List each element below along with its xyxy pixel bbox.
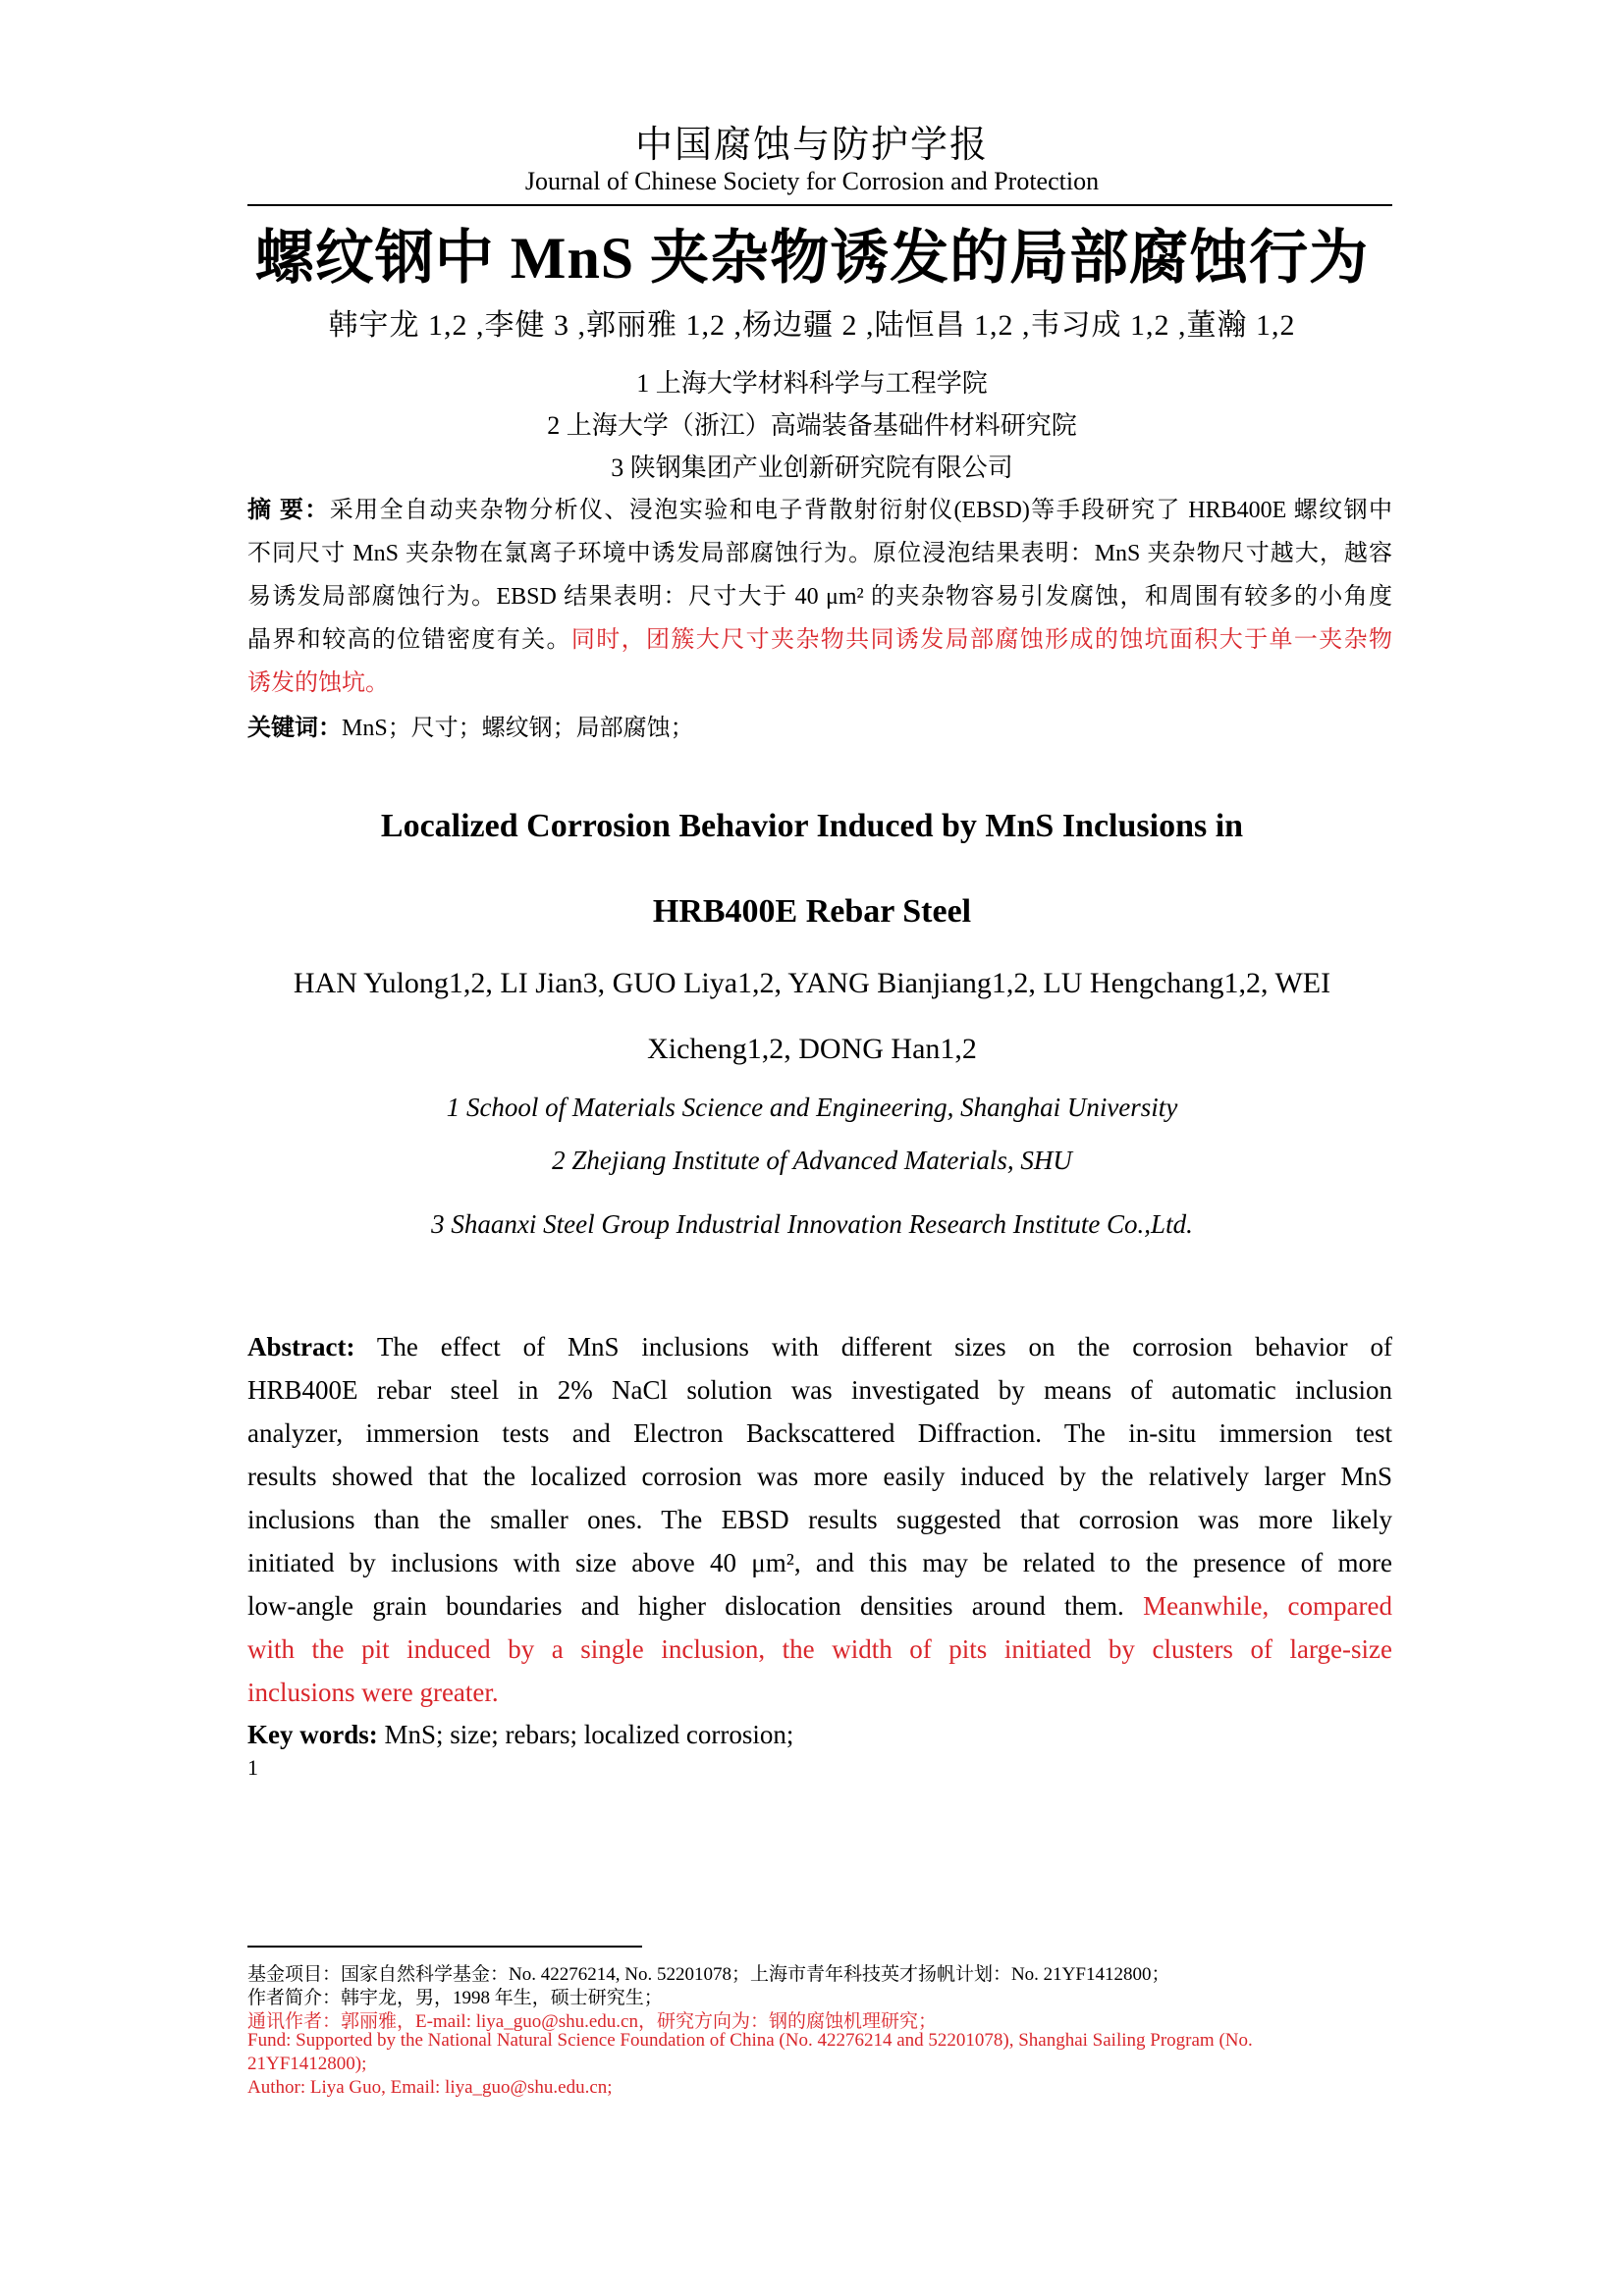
affiliation-en: 3 Shaanxi Steel Group Industrial Innovation Research Institute Co.,Ltd. — [431, 1209, 1193, 1239]
footnote-fund-cn: 基金项目：国家自然科学基金：No. 42276214, No. 52201078；上海市青年科技英才扬帆计划：No. 21YF1412800； — [247, 1964, 1170, 1985]
abstract-en-line: results showed that the localized corrosion was more easily induced by the relatively larger MnS — [247, 1462, 1392, 1491]
footnote-author-cn: 作者简介：韩宇龙，男，1998 年生，硕士研究生； — [247, 1988, 663, 2008]
affiliation-en: 1 School of Materials Science and Engineering, Shanghai University — [446, 1093, 1178, 1122]
abstract-en-line: inclusions than the smaller ones. The EBSD results suggested that corrosion was more likely — [247, 1505, 1392, 1534]
footnote-rule — [247, 1946, 642, 1948]
keywords-cn-text: MnS；尺寸；螺纹钢；局部腐蚀； — [342, 716, 694, 741]
abstract-en-line: analyzer, immersion tests and Electron Backscattered Diffraction. The in-situ immersion test — [247, 1418, 1392, 1448]
affiliation-cn: 1 上海大学材料科学与工程学院 — [636, 369, 988, 398]
abstract-cn-highlight: 诱发的蚀坑。 — [247, 670, 389, 696]
author-list-en: Xicheng1,2, DONG Han1,2 — [647, 1033, 977, 1065]
abstract-en-text: low-angle grain boundaries and higher dislocation densities around them. — [247, 1591, 1144, 1621]
author-list-cn: 韩宇龙 1,2 ,李健 3 ,郭丽雅 1,2 ,杨边疆 2 ,陆恒昌 1,2 ,韦习成 1,2 ,董瀚 1,2 — [328, 309, 1296, 342]
affiliation-en: 2 Zhejiang Institute of Advanced Materials, SHU — [552, 1146, 1072, 1175]
abstract-en-text: The effect of MnS inclusions with different sizes on the corrosion behavior of — [354, 1332, 1392, 1362]
abstract-en-highlight: with the pit induced by a single inclusion, the width of pits initiated by clusters of large-size — [247, 1634, 1392, 1664]
abstract-en-highlight: Meanwhile, compared — [1143, 1591, 1392, 1621]
abstract-cn-line: 不同尺寸 MnS 夹杂物在氯离子环境中诱发局部腐蚀行为。原位浸泡结果表明：MnS 夹杂物尺寸越大，越容 — [247, 541, 1392, 566]
journal-title-en: Journal of Chinese Society for Corrosion and Protection — [524, 167, 1100, 195]
author-list-en: HAN Yulong1,2, LI Jian3, GUO Liya1,2, YANG Bianjiang1,2, LU Hengchang1,2, WEI — [293, 967, 1331, 999]
keywords-cn-label: 关键词： — [247, 716, 342, 741]
abstract-en-line — [247, 1330, 1392, 1363]
journal-title-cn: 中国腐蚀与防护学报 — [634, 125, 989, 166]
keywords-en — [247, 1718, 1392, 1751]
abstract-cn-label: 摘 要： — [247, 498, 330, 523]
paper-title-en: HRB400E Rebar Steel — [652, 893, 972, 930]
keywords-cn — [247, 714, 1392, 743]
abstract-en-label: Abstract: — [247, 1332, 355, 1362]
affiliation-cn: 3 陕钢集团产业创新研究院有限公司 — [611, 454, 1013, 482]
abstract-cn-text: 晶界和较高的位错密度有关。 — [247, 627, 571, 653]
paper-title-cn: 螺纹钢中 MnS 夹杂物诱发的局部腐蚀行为 — [254, 226, 1370, 291]
affiliation-cn: 2 上海大学（浙江）高端装备基础件材料研究院 — [547, 411, 1077, 440]
abstract-en-highlight: inclusions were greater. — [247, 1678, 499, 1707]
footnote-fund-en: 21YF1412800); — [247, 2054, 367, 2074]
footnote-author-en: Author: Liya Guo, Email: liya_guo@shu.edu.cn; — [247, 2077, 613, 2098]
abstract-cn-text: 采用全自动夹杂物分析仪、浸泡实验和电子背散射衍射仪(EBSD)等手段研究了 HRB400E 螺纹钢中 — [329, 498, 1393, 523]
page-number: 1 — [247, 1755, 258, 1780]
abstract-cn-line — [247, 625, 1392, 655]
header-rule — [247, 204, 1392, 206]
abstract-cn-highlight: 同时，团簇大尺寸夹杂物共同诱发局部腐蚀形成的蚀坑面积大于单一夹杂物 — [570, 627, 1393, 653]
abstract-cn-line: 易诱发局部腐蚀行为。EBSD 结果表明：尺寸大于 40 μm² 的夹杂物容易引发腐蚀，和周围有较多的小角度 — [247, 584, 1392, 610]
keywords-en-text: MnS; size; rebars; localized corrosion; — [377, 1720, 794, 1749]
abstract-en-line: initiated by inclusions with size above 40 μm², and this may be related to the presence of more — [247, 1548, 1392, 1577]
abstract-cn-line — [247, 496, 1392, 525]
footnote-corresponding-cn: 通讯作者：郭丽雅，E-mail: liya_guo@shu.edu.cn，研究方向为：钢的腐蚀机理研究； — [247, 2011, 937, 2032]
keywords-en-label: Key words: — [247, 1720, 378, 1749]
abstract-en-line — [247, 1589, 1392, 1623]
abstract-en-line: HRB400E rebar steel in 2% NaCl solution was investigated by means of automatic inclusion — [247, 1375, 1392, 1405]
footnote-fund-en: Fund: Supported by the National Natural Science Foundation of China (No. 42276214 and 52201078), Shanghai Sailing Program (No. — [247, 2030, 1253, 2051]
paper-title-en: Localized Corrosion Behavior Induced by MnS Inclusions in — [380, 808, 1244, 844]
